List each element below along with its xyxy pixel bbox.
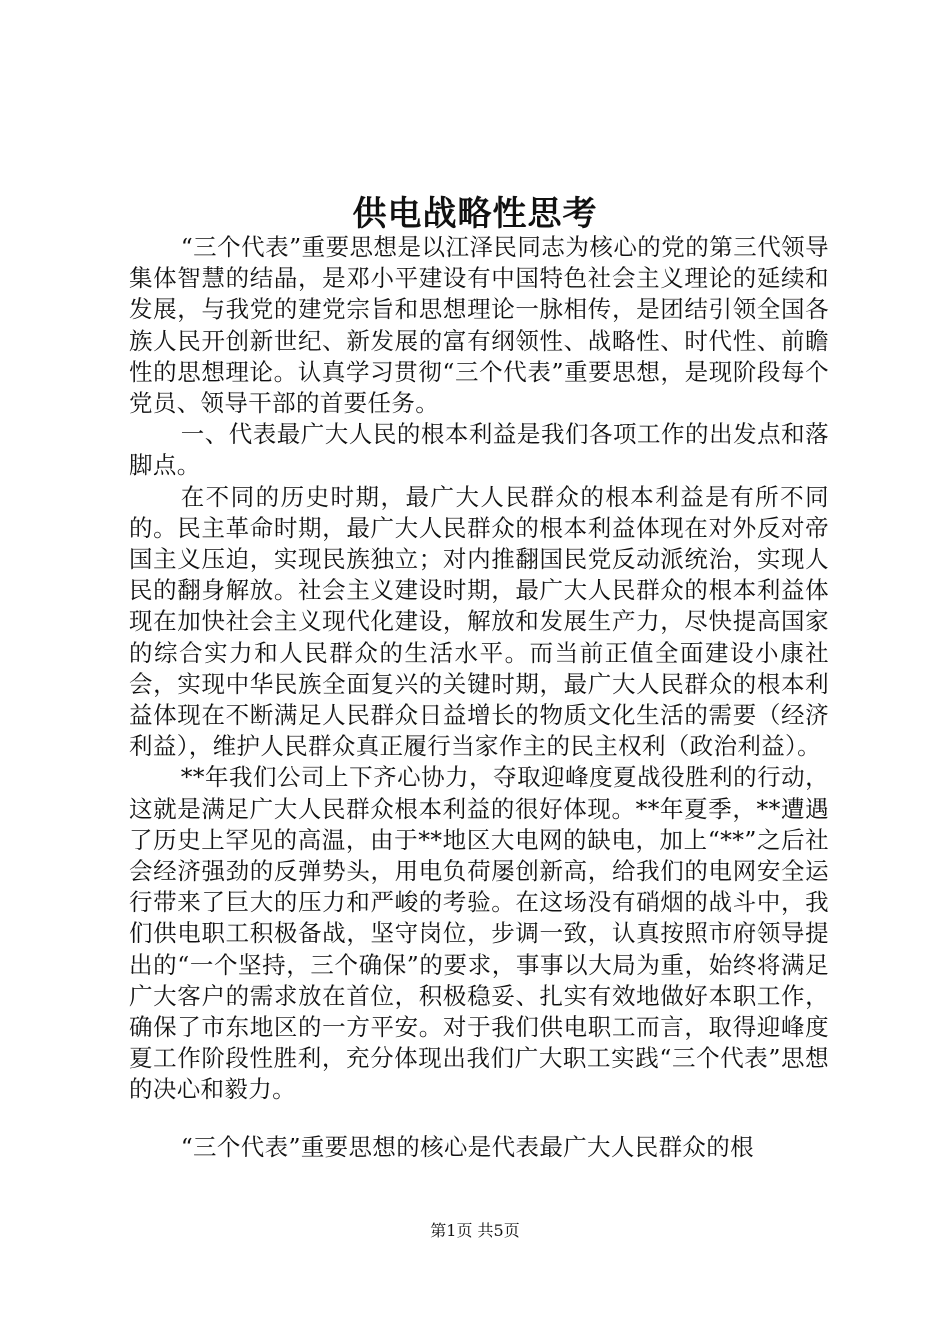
page-number-footer: 第1页 共5页 (430, 1221, 520, 1240)
paragraph-intro: “三个代表”重要思想是以江泽民同志为核心的党的第三代领导集体智慧的结晶，是邓小平建设有中国特色社会主义理论的延续和发展，与我党的建党宗旨和思想理论一脉相传，是团结引领全国各族人民开创新世纪、新发展的富有纲领性、战略性、时代性、前瞻性的思想理论。认真学习贯彻“三个代表”重要思想，是现阶段每个党员、领导干部的首要任务。 (129, 233, 829, 418)
document-title: 供电战略性思考 (352, 194, 598, 234)
paragraph-core: “三个代表”重要思想的核心是代表最广大人民群众的根 (180, 1132, 754, 1161)
paragraph-section-heading: 一、代表最广大人民的根本利益是我们各项工作的出发点和落脚点。 (129, 420, 829, 480)
document-body (129, 232, 829, 1163)
paragraph-history: 在不同的历史时期，最广大人民群众的根本利益是有所不同的。民主革命时期，最广大人民群众的根本利益体现在对外反对帝国主义压迫，实现民族独立；对内推翻国民党反动派统治，实现人民的翻身解放。社会主义建设时期，最广大人民群众的根本利益体现在加快社会主义现代化建设，解放和发展生产力，尽快提高国家的综合实力和人民群众的生活水平。而当前正值全面建设小康社会，实现中华民族全面复兴的关键时期，最广大人民群众的根本利益体现在不断满足人民群众日益增长的物质文化生活的需要（经济利益），维护人民群众真正履行当家作主的民主权利（政治利益）。 (129, 482, 829, 761)
paragraph-summer-peak: **年我们公司上下齐心协力，夺取迎峰度夏战役胜利的行动，这就是满足广大人民群众根本利益的很好体现。**年夏季，**遭遇了历史上罕见的高温，由于**地区大电网的缺电，加上“**”之后社会经济强劲的反弹势头，用电负荷屡创新高，给我们的电网安全运行带来了巨大的压力和严峻的考验。在这场没有硝烟的战斗中，我们供电职工积极备战，坚守岗位，步调一致，认真按照市府领导提出的“一个坚持，三个确保”的要求，事事以大局为重，始终将满足广大客户的需求放在首位，积极稳妥、扎实有效地做好本职工作，确保了市东地区的一方平安。对于我们供电职工而言，取得迎峰度夏工作阶段性胜利，充分体现出我们广大职工实践“三个代表”思想的决心和毅力。 (129, 763, 829, 1104)
